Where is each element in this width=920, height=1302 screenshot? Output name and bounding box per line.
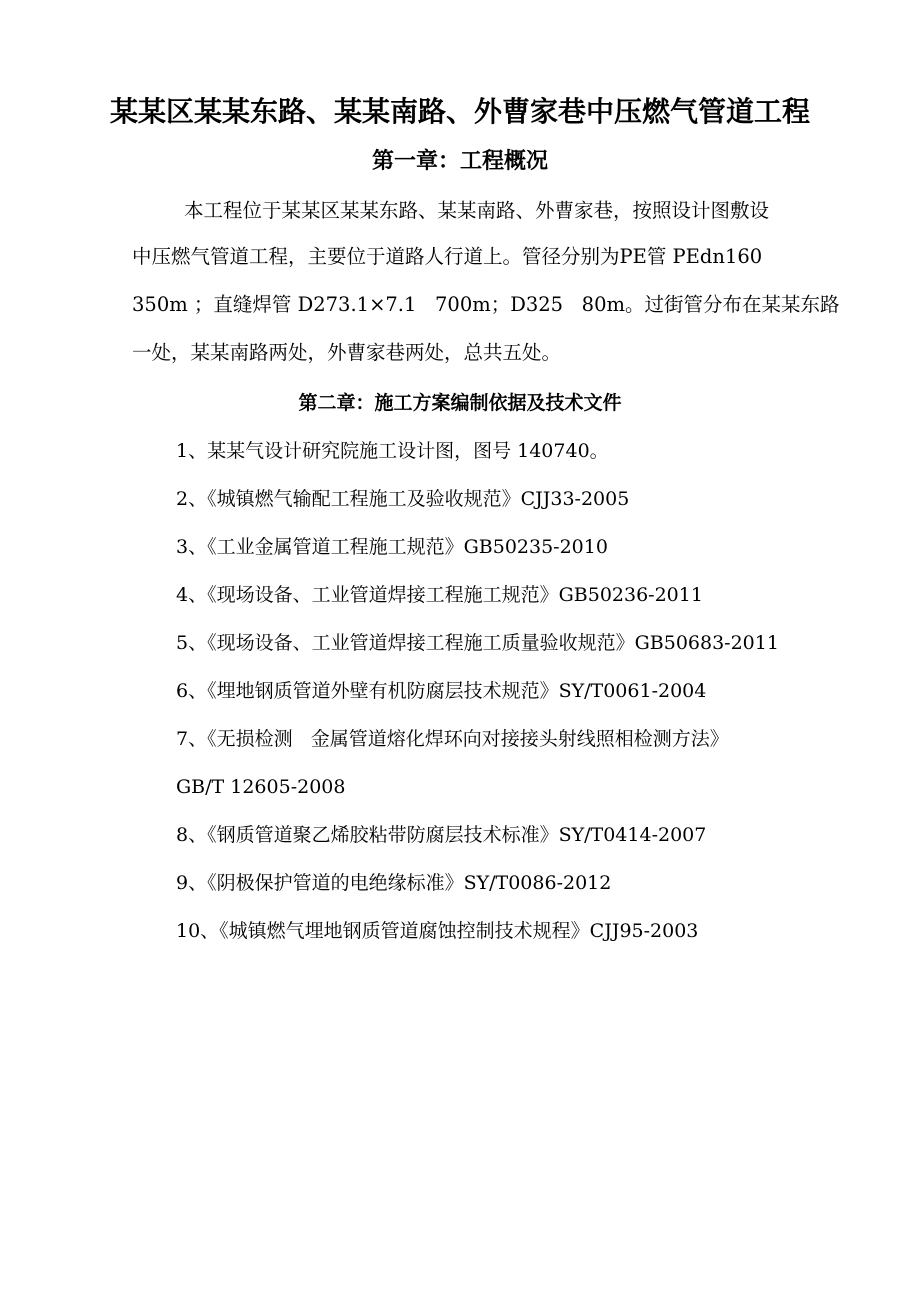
reference-item: 10、《城镇燃气埋地钢质管道腐蚀控制技术规程》CJJ95-2003 [176, 920, 699, 942]
chapter1-heading: 第一章：工程概况 [371, 148, 548, 174]
chapter2-heading: 第二章：施工方案编制依据及技术文件 [298, 392, 622, 414]
reference-item: 7、《无损检测 金属管道熔化焊环向对接接头射线照相检测方法》 [176, 728, 729, 750]
reference-item: 2、《城镇燃气输配工程施工及验收规范》CJJ33-2005 [176, 488, 630, 510]
chapter1-paragraph-line: 本工程位于某某区某某东路、某某南路、外曹家巷，按照设计图敷设 [184, 199, 770, 222]
reference-item: 1、某某气设计研究院施工设计图，图号 140740。 [176, 440, 609, 462]
reference-item: 6、《埋地钢质管道外壁有机防腐层技术规范》SY/T0061-2004 [176, 680, 707, 702]
reference-item-continuation: GB/T 12605-2008 [176, 776, 346, 798]
chapter1-paragraph-line: 一处，某某南路两处，外曹家巷两处，总共五处。 [132, 341, 562, 364]
reference-item: 9、《阴极保护管道的电绝缘标准》SY/T0086-2012 [176, 872, 612, 894]
chapter1-paragraph-line: 中压燃气管道工程，主要位于道路人行道上。管径分别为PE管 PEdn160 [132, 245, 763, 268]
document-title: 某某区某某东路、某某南路、外曹家巷中压燃气管道工程 [109, 95, 810, 128]
reference-item: 4、《现场设备、工业管道焊接工程施工规范》GB50236-2011 [176, 584, 703, 606]
reference-item: 5、《现场设备、工业管道焊接工程施工质量验收规范》GB50683-2011 [176, 632, 779, 654]
reference-item: 3、《工业金属管道工程施工规范》GB50235-2010 [176, 536, 608, 558]
chapter1-paragraph-line: 350m ；直缝焊管 D273.1×7.1 700m；D325 80m。过街管分布在某某东路 [132, 293, 840, 316]
reference-item: 8、《钢质管道聚乙烯胶粘带防腐层技术标准》SY/T0414-2007 [176, 824, 707, 846]
